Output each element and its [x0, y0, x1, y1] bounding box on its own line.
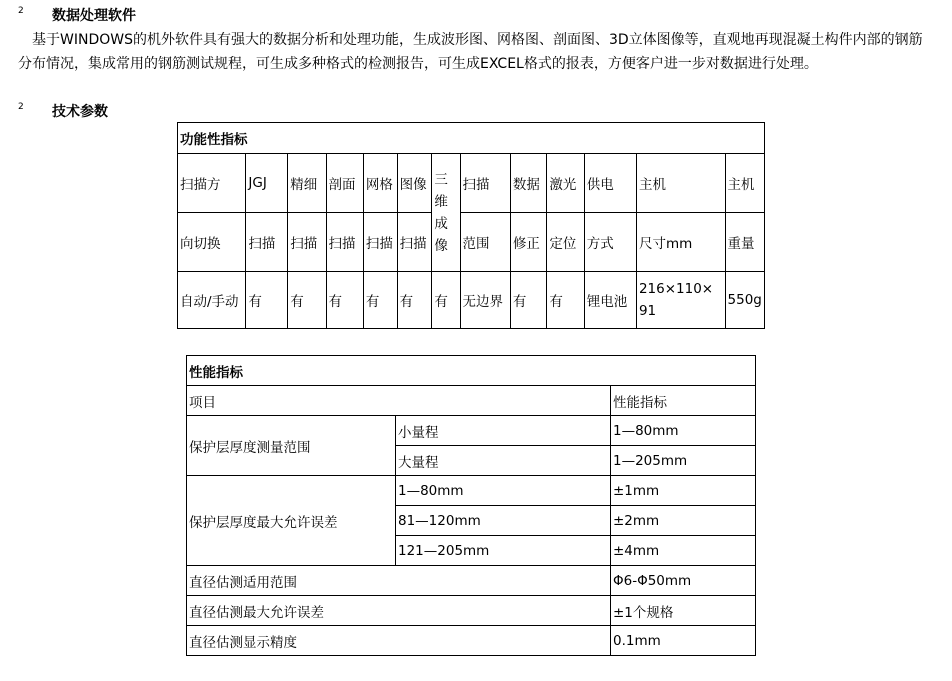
- header-cell: 扫描: [326, 213, 363, 272]
- value-cell: 有: [326, 272, 363, 329]
- value-cell: 有: [363, 272, 397, 329]
- header-cell: 扫描: [288, 213, 326, 272]
- row-sublabel: 大量程: [396, 446, 611, 476]
- section-heading-specs: [18, 101, 108, 121]
- value-cell: 有: [288, 272, 326, 329]
- section-title: 技术参数: [52, 104, 108, 120]
- header-cell: 扫描: [246, 213, 288, 272]
- column-header-item: 项目: [187, 386, 611, 416]
- header-cell: 剖面: [326, 154, 363, 213]
- column-header-value: 性能指标: [611, 386, 756, 416]
- header-cell: 图像: [397, 154, 432, 213]
- row-sublabel: 1—80mm: [396, 476, 611, 506]
- value-cell: 有: [547, 272, 584, 329]
- value-cell: 550g: [725, 272, 764, 329]
- header-cell: 精细: [288, 154, 326, 213]
- header-cell: 重量: [725, 213, 764, 272]
- value-cell: 自动/手动: [178, 272, 246, 329]
- header-cell: 扫描方: [178, 154, 246, 213]
- row-label: 直径估测适用范围: [187, 566, 611, 596]
- header-cell: 修正: [510, 213, 546, 272]
- row-value: ±1个规格: [611, 596, 756, 626]
- performance-table-title: 性能指标: [187, 356, 756, 386]
- row-value: 1—80mm: [611, 416, 756, 446]
- header-cell: 主机: [636, 154, 725, 213]
- header-cell: 供电: [584, 154, 636, 213]
- row-value: 0.1mm: [611, 626, 756, 656]
- header-cell-3d: [432, 154, 460, 272]
- header-cell: 定位: [547, 213, 584, 272]
- row-value: Φ6-Φ50mm: [611, 566, 756, 596]
- header-cell: 扫描: [363, 213, 397, 272]
- section-number: 2: [18, 6, 24, 16]
- section-heading-software: [18, 5, 136, 25]
- software-description: 基于WINDOWS的机外软件具有强大的数据分析和处理功能，生成波形图、网格图、剖面图、3D立体图像等，直观地再现混凝土构件内部的钢筋分布情况，集成常用的钢筋测试规程，可生成多种格式的检测报告，可生成EXCEL格式的报表，方便客户进一步对数据进行处理。: [18, 32, 923, 72]
- header-cell: 数据: [510, 154, 546, 213]
- header-cell: JGJ: [246, 154, 288, 213]
- header-cell: 主机: [725, 154, 764, 213]
- row-value: ±1mm: [611, 476, 756, 506]
- row-label: 直径估测显示精度: [187, 626, 611, 656]
- value-cell: 有: [432, 272, 460, 329]
- value-cell: 有: [246, 272, 288, 329]
- row-sublabel: 81—120mm: [396, 506, 611, 536]
- row-label: 保护层厚度测量范围: [187, 416, 396, 476]
- row-value: ±2mm: [611, 506, 756, 536]
- header-3d-top: 三维: [434, 171, 448, 210]
- row-value: ±4mm: [611, 536, 756, 566]
- value-cell: 无边界: [460, 272, 510, 329]
- function-table-title: 功能性指标: [178, 123, 765, 154]
- performance-spec-table: [186, 355, 756, 656]
- header-3d-bottom: 成像: [434, 215, 448, 254]
- header-cell: 方式: [584, 213, 636, 272]
- value-cell-dimensions: [636, 272, 725, 329]
- row-sublabel: 121—205mm: [396, 536, 611, 566]
- header-cell: 扫描: [397, 213, 432, 272]
- function-spec-table: [177, 122, 765, 329]
- value-cell: 有: [397, 272, 432, 329]
- header-cell: 激光: [547, 154, 584, 213]
- header-cell: 网格: [363, 154, 397, 213]
- value-cell: 有: [510, 272, 546, 329]
- row-label: 保护层厚度最大允许误差: [187, 476, 396, 566]
- header-cell: 尺寸mm: [636, 213, 725, 272]
- row-label: 直径估测最大允许误差: [187, 596, 611, 626]
- row-value: 1—205mm: [611, 446, 756, 476]
- dimensions-value: 216×110×91: [638, 281, 714, 319]
- section-number: 2: [18, 102, 24, 112]
- section-title: 数据处理软件: [52, 8, 136, 24]
- row-sublabel: 小量程: [396, 416, 611, 446]
- header-cell: 扫描: [460, 154, 510, 213]
- header-cell: 向切换: [178, 213, 246, 272]
- header-cell: 范围: [460, 213, 510, 272]
- value-cell: 锂电池: [584, 272, 636, 329]
